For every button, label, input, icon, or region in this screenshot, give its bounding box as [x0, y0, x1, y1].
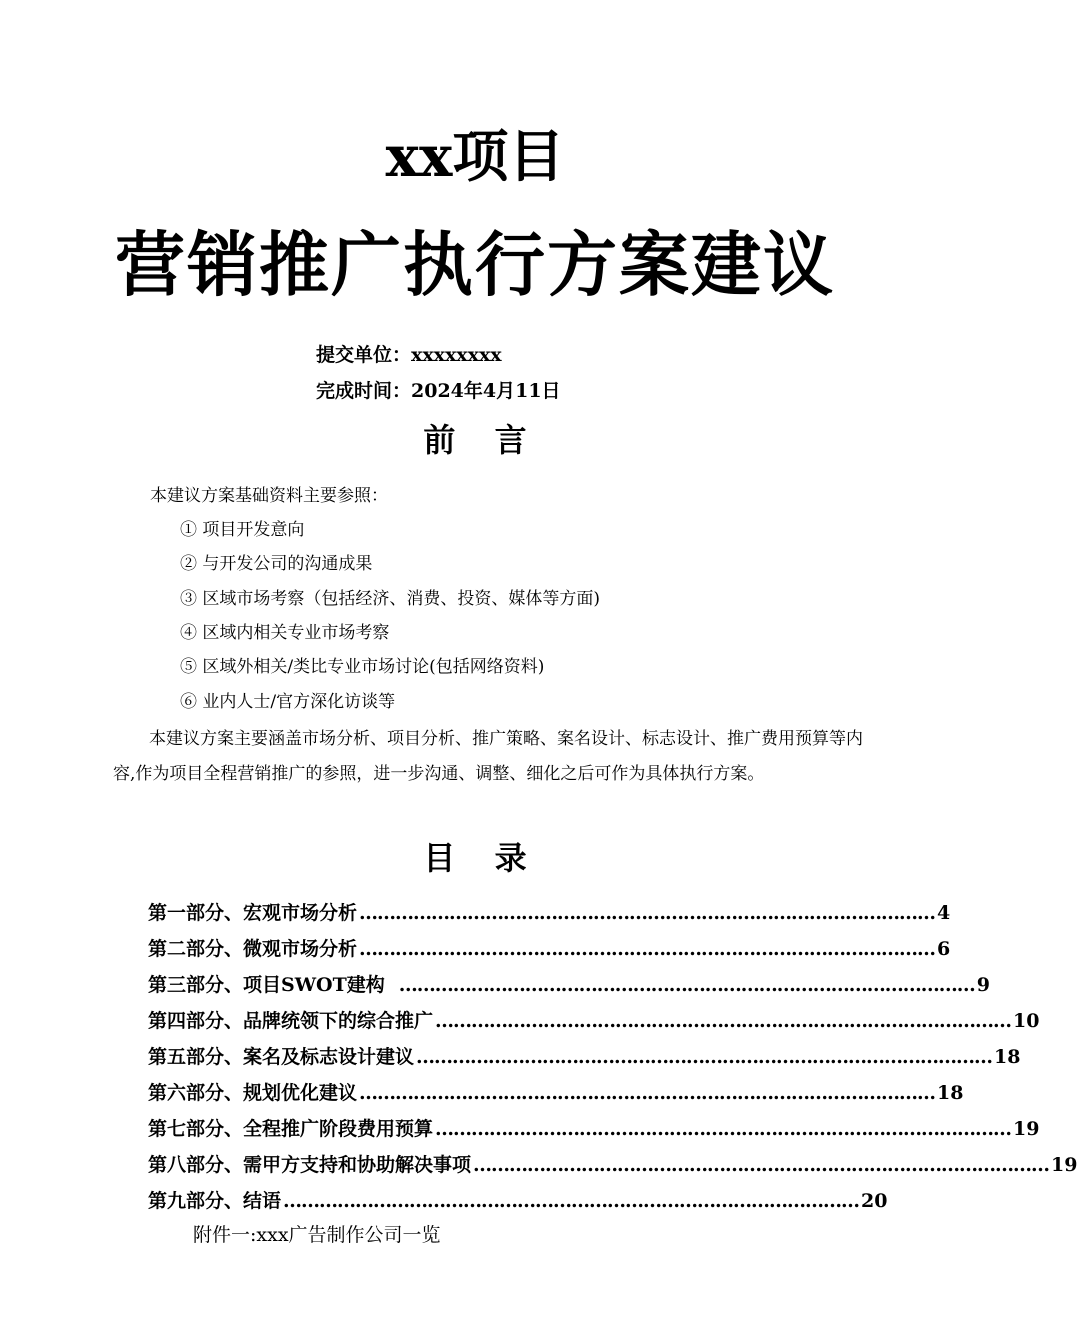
- toc-attachment[interactable]: 附件一:xxx广告制作公司一览: [193, 1224, 441, 1246]
- document-title: 营销推广执行方案建议: [115, 223, 835, 306]
- toc-entry[interactable]: [148, 1080, 964, 1106]
- toc-entry-page: 18: [994, 1046, 1021, 1068]
- toc-entry-title: 第三部分、项目SWOT建构: [148, 974, 385, 996]
- toc-entry-page: 10: [1013, 1010, 1040, 1032]
- toc-entry[interactable]: [148, 1116, 1040, 1142]
- toc-entry-title: 第九部分、结语: [148, 1190, 282, 1212]
- toc-leader-dots: ……………………………………………………………………………………: [359, 902, 936, 924]
- toc-entry-page: 19: [1013, 1118, 1040, 1140]
- toc-entry[interactable]: [148, 972, 990, 998]
- toc-entry-page: 19: [1051, 1154, 1077, 1176]
- toc-entry-title: 第八部分、需甲方支持和协助解决事项: [148, 1154, 472, 1176]
- toc-leader-dots: ……………………………………………………………………………………: [416, 1046, 993, 1068]
- reference-item: ③ 区域市场考察（包括经济、消费、投资、媒体等方面): [180, 589, 601, 609]
- toc-leader-dots: ……………………………………………………………………………………: [359, 938, 936, 960]
- submitter-line: 提交单位：xxxxxxxx: [316, 344, 502, 366]
- toc-entry-title: 第二部分、微观市场分析: [148, 938, 358, 960]
- toc-heading: 目 录: [423, 839, 527, 877]
- toc-leader-dots: ……………………………………………………………………………………: [283, 1190, 860, 1212]
- toc-entry[interactable]: [148, 1188, 888, 1214]
- toc-entry[interactable]: [148, 1008, 1040, 1034]
- toc-leader-dots: ……………………………………………………………………………………: [435, 1118, 1012, 1140]
- reference-item: ① 项目开发意向: [180, 520, 305, 540]
- toc-leader-dots: ……………………………………………………………………………………: [359, 1082, 936, 1104]
- completion-date-line: 完成时间：2024年4月11日: [316, 380, 561, 402]
- reference-item: ⑤ 区域外相关/类比专业市场讨论(包括网络资料): [180, 657, 545, 677]
- toc-entry-title: 第一部分、宏观市场分析: [148, 902, 358, 924]
- toc-entry-title: 第四部分、品牌统领下的综合推广: [148, 1010, 434, 1032]
- preface-intro: 本建议方案基础资料主要参照：: [150, 486, 388, 506]
- toc-entry-page: 20: [861, 1190, 888, 1212]
- toc-entry-title: 第六部分、规划优化建议: [148, 1082, 358, 1104]
- toc-entry[interactable]: [148, 1044, 1021, 1070]
- toc-entry[interactable]: [148, 900, 951, 926]
- preface-paragraph: 本建议方案主要涵盖市场分析、项目分析、推广策略、案名设计、标志设计、推广费用预算等内容,作为项目全程营销推广的参照，进一步沟通、调整、细化之后可作为具体执行方案。: [113, 729, 863, 784]
- toc-entry-page: 6: [937, 938, 951, 960]
- toc-entry-title: 第七部分、全程推广阶段费用预算: [148, 1118, 434, 1140]
- reference-item: ④ 区域内相关专业市场考察: [180, 623, 390, 643]
- toc-entry-page: 4: [937, 902, 951, 924]
- toc-entry-title: 第五部分、案名及标志设计建议: [148, 1046, 415, 1068]
- reference-item: ② 与开发公司的沟通成果: [180, 554, 373, 574]
- toc-leader-dots: ……………………………………………………………………………………: [435, 1010, 1012, 1032]
- toc-leader-dots: ……………………………………………………………………………………: [473, 1154, 1050, 1176]
- reference-item: ⑥ 业内人士/官方深化访谈等: [180, 692, 396, 712]
- toc-entry-page: 9: [976, 974, 990, 996]
- toc-leader-dots: ……………………………………………………………………………………: [398, 974, 975, 996]
- toc-entry[interactable]: [148, 936, 951, 962]
- preface-heading: 前 言: [423, 421, 527, 459]
- project-title: xx项目: [385, 124, 565, 190]
- toc-entry[interactable]: [148, 1152, 1077, 1178]
- toc-entry-page: 18: [937, 1082, 964, 1104]
